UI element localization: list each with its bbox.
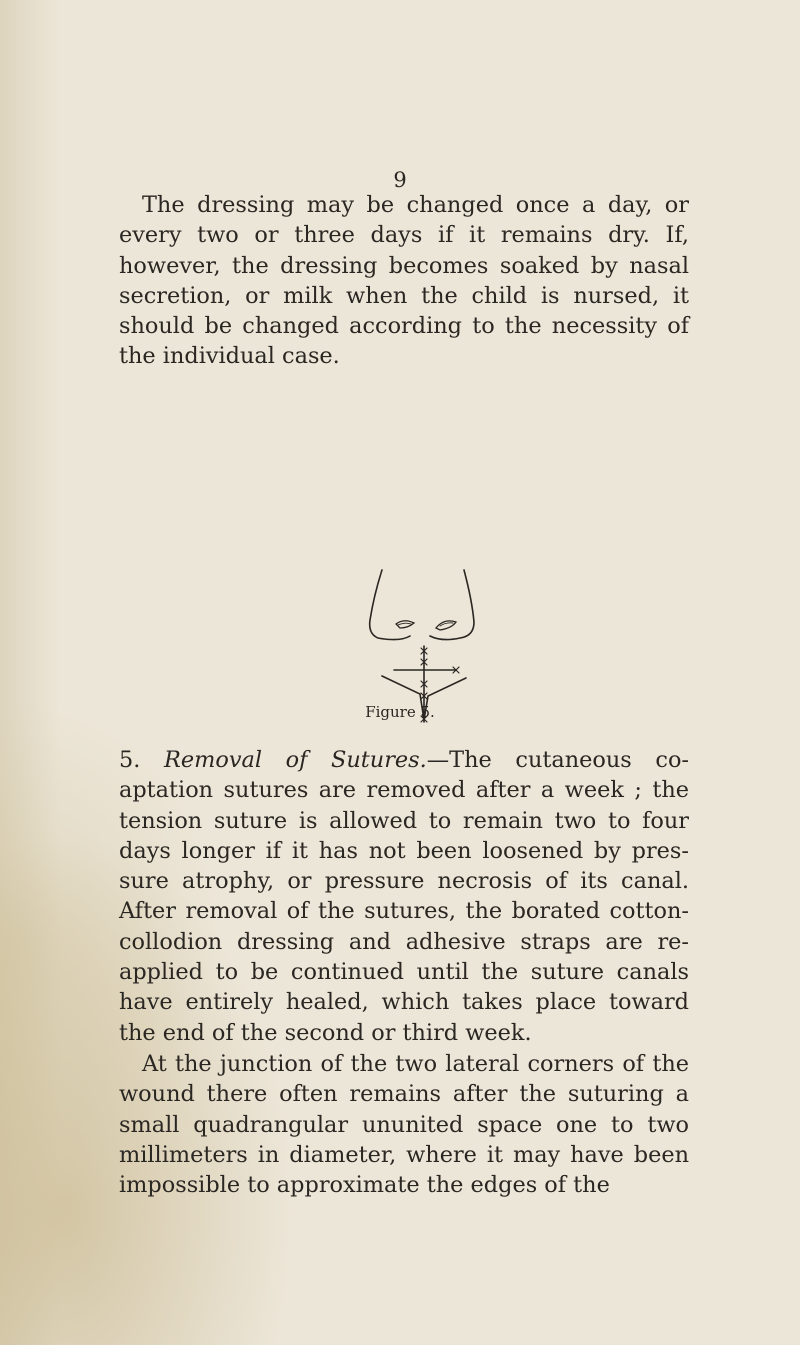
paragraph-dressing: The dressing may be changed once a day, or every two or three days if it remains dry. If, however, the dressing becomes soaked by nasal secretion, or milk when the child is nursed, it should be changed according to the necessity of the individual case. [119, 192, 689, 370]
paragraph-junction: At the junction of the two lateral corners of the wound there often remains after the suturing a small quadrangular ununited space one to two millimeters in diameter, where it may have been impossible to approximate the edges of the [119, 1051, 689, 1199]
paragraph-removal-of-sutures [119, 745, 689, 1048]
figure-caption: Figure 5. [365, 703, 435, 721]
nose-outline [370, 570, 410, 640]
section-body: —The cutaneous co-aptation sutures are removed after a week ; the tension suture is allowed to remain two to four days longer if it has not been loosened by pres-sure atrophy, or pressure necrosis of its canal. After removal of the sutures, the borated cotton-collodion dressing and adhesive straps are re-applied to be continued until the suture canals have entirely healed, which takes place toward the end of the second or third week. [119, 747, 689, 1046]
nose-outline-right [430, 570, 474, 640]
page-number: 9 [393, 168, 407, 192]
section-number: 5. [119, 747, 141, 773]
right-nostril [436, 621, 456, 630]
section-heading: Removal of Sutures. [164, 747, 427, 773]
